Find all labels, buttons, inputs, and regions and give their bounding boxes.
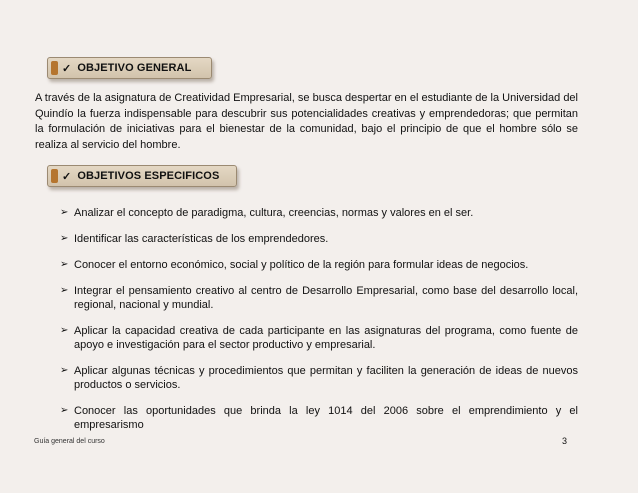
arrow-bullet-icon: ➢ (60, 285, 69, 296)
arrow-bullet-icon: ➢ (60, 259, 69, 270)
arrow-bullet-icon: ➢ (60, 233, 69, 244)
objective-text: Aplicar la capacidad creativa de cada participante en las asignaturas del programa, como fuente de apoyo e investigación para el sector productivo y empresarial. (74, 325, 578, 351)
objective-text: Identificar las características de los emprendedores. (74, 233, 329, 245)
list-item (60, 232, 578, 246)
list-item (60, 364, 578, 392)
objective-text: Analizar el concepto de paradigma, cultura, creencias, normas y valores en el ser. (74, 207, 474, 219)
objective-text: Integrar el pensamiento creativo al centro de Desarrollo Empresarial, como base del desarrollo local, regional, nacional y mundial. (74, 285, 578, 311)
list-item (60, 284, 578, 312)
objective-text: Aplicar algunas técnicas y procedimientos que permitan y faciliten la generación de ideas de nuevos productos o servicios. (74, 365, 578, 391)
arrow-bullet-icon: ➢ (60, 365, 69, 376)
page-number: 3 (562, 436, 568, 446)
header-accent-bar (51, 169, 58, 183)
arrow-bullet-icon: ➢ (60, 207, 69, 218)
objetivo-general-title: OBJETIVO GENERAL (77, 62, 192, 74)
arrow-bullet-icon: ➢ (60, 325, 69, 336)
objective-text: Conocer el entorno económico, social y político de la región para formular ideas de negocios. (74, 259, 529, 271)
list-item (60, 258, 578, 272)
checkmark-icon: ✓ (62, 170, 72, 183)
objectives-list (60, 206, 578, 444)
objetivo-general-paragraph: A través de la asignatura de Creatividad Empresarial, se busca despertar en el estudiante de la Universidad del Quindío la fuerza indispensable para descubrir sus potencialidades creativas y emprendedoras; que permitan la formulación de iniciativas para el bienestar de la comunidad, bajo el principio de que el hombre sólo se realiza al servicio del hombre. (35, 92, 578, 151)
checkmark-icon: ✓ (62, 62, 72, 75)
list-item (60, 404, 578, 432)
arrow-bullet-icon: ➢ (60, 405, 69, 416)
list-item (60, 324, 578, 352)
objetivos-especificos-title: OBJETIVOS ESPECIFICOS (77, 170, 220, 182)
objetivos-especificos-header (47, 165, 237, 187)
objetivo-general-header (47, 57, 212, 79)
footer-course-guide: Guía general del curso (34, 438, 105, 445)
objective-text: Conocer las oportunidades que brinda la ley 1014 del 2006 sobre el emprendimiento y el empresarismo (74, 405, 578, 431)
list-item (60, 206, 578, 220)
header-accent-bar (51, 61, 58, 75)
